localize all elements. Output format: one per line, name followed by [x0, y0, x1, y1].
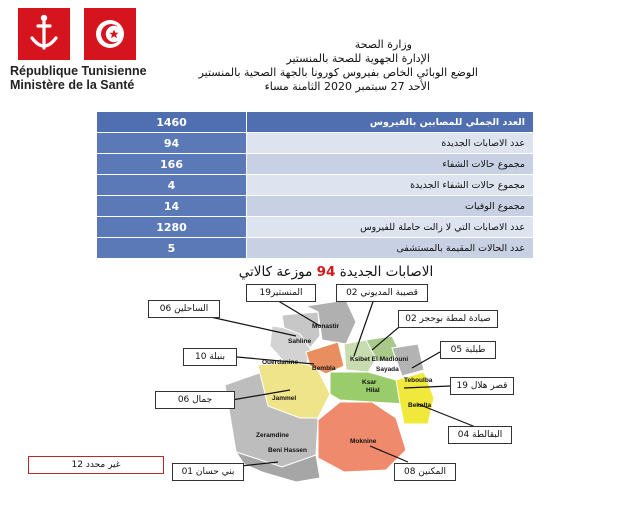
stats-value: 94: [97, 133, 247, 154]
callout-monastir: المنستير19: [246, 284, 316, 302]
stats-value: 14: [97, 196, 247, 217]
map-label-sahline: Sahline: [288, 338, 312, 345]
callout-jemmal: جمال 06: [155, 391, 235, 409]
map-label-zeramdine: Zeramdine: [256, 432, 289, 439]
stats-value: 4: [97, 175, 247, 196]
stats-value: 166: [97, 154, 247, 175]
stats-value: 1280: [97, 217, 247, 238]
region-moknine: [318, 402, 406, 472]
map-label-ksar: Ksar: [362, 379, 377, 386]
callout-bembla: بنبلة 10: [183, 348, 237, 366]
map-label-bekalta: Bekalta: [408, 402, 432, 409]
stats-value: 1460: [97, 112, 247, 133]
header-line-3: الوضع الوبائي الخاص بفيروس كورونا بالجهة الصحية بالمنستير: [198, 66, 478, 79]
header-line-2: الإدارة الجهوية للصحة بالمنستير: [286, 52, 430, 65]
stats-label: مجموع حالات الشفاء الجديدة: [247, 175, 534, 196]
logo-line-1: République Tunisienne: [10, 64, 147, 78]
map-label-sayada: Sayada: [376, 366, 399, 373]
callout-sayada: صيادة لمطة بوحجر 02: [398, 310, 498, 328]
stats-label: مجموع الوفيات: [247, 196, 534, 217]
map-label-jammel: Jammel: [272, 395, 297, 402]
map-label-moknine: Moknine: [350, 438, 377, 445]
callout-moknine: المكنين 08: [394, 463, 456, 481]
stats-value: 5: [97, 238, 247, 259]
stats-label: مجموع حالات الشفاء: [247, 154, 534, 175]
callout-unknown: غير محدد 12: [28, 456, 164, 474]
callout-ksar-hellal: قصر هلال 19: [450, 377, 514, 395]
map-title-before: الاصابات الجديدة: [339, 264, 434, 280]
map-label-bembla: Bembla: [312, 365, 336, 372]
logo-line-2: Ministère de la Santé: [10, 78, 135, 92]
callout-teboulba: طبلبة 05: [440, 341, 496, 359]
map-title-after: موزعة كالاتي: [238, 264, 313, 280]
map-label-ouerdanine: Ouerdanine: [262, 359, 299, 366]
map-label-hilal: Hilal: [366, 387, 380, 394]
header-line-4: الأحد 27 سبتمبر 2020 الثامنة مساء: [264, 80, 430, 93]
stats-label: عدد الاصابات التي لا زالت حاملة للفيروس: [247, 217, 534, 238]
map-label-monastir: Monastir: [312, 323, 340, 330]
callout-beni-hassen: بني حسان 01: [172, 463, 244, 481]
map-label-teboulba: Teboulba: [404, 377, 433, 384]
map-label-beni-hassen: Beni Hassen: [268, 447, 308, 454]
callout-ksibet: قصيبة المديوني 02: [336, 284, 428, 302]
stats-label: عدد الحالات المقيمة بالمستشفى: [247, 238, 534, 259]
map-title-number: 94: [316, 264, 336, 280]
stats-label: العدد الجملي للمصابين بالفيروس: [247, 112, 534, 133]
header-line-1: وزارة الصحة: [354, 38, 412, 51]
stats-label: عدد الاصابات الجديدة: [247, 133, 534, 154]
callout-bekalta: البقالطة 04: [448, 426, 512, 444]
map-label-ksibet: Ksibet El Madiouni: [350, 356, 409, 363]
callout-sahline: الساحلين 06: [148, 300, 220, 318]
